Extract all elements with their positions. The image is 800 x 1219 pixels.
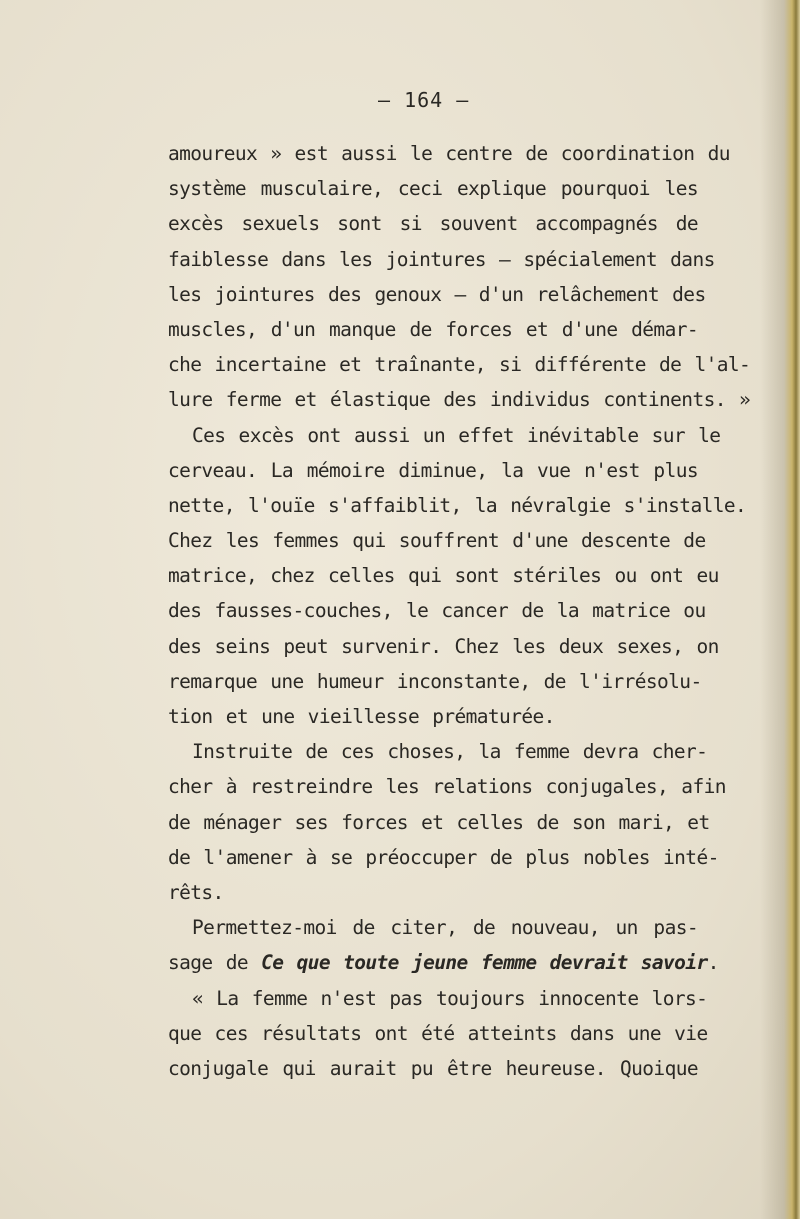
page-number: — 164 — [378,88,470,112]
text-line: sage de Ce que toute jeune femme devrait savoir. [168,951,719,975]
text-line: cher à restreindre les relations conjugales, afin [168,775,726,799]
text-line: remarque une humeur inconstante, de l'irrésolu- [168,669,702,693]
page-binding-edge [760,0,800,1219]
text-line: de ménager ses forces et celles de son mari, et [168,810,710,834]
text-line: Instruite de ces choses, la femme devra cher- [192,740,708,764]
text-line: amoureux » est aussi le centre de coordination du [168,142,730,165]
text-line: tion et une vieillesse prématurée. [168,705,555,728]
text-line: lure ferme et élastique des individus continents. » [168,388,751,412]
text-line: des seins peut survenir. Chez les deux sexes, on [168,634,719,658]
text-line: muscles, d'un manque de forces et d'une démar- [168,317,698,341]
body-text [168,136,751,1086]
text-line: les jointures des genoux — d'un relâchement des [168,282,706,306]
text-line: nette, l'ouïe s'affaiblit, la névralgie s'installe. [168,493,747,517]
text-line: rêts. [168,880,224,904]
text-line: cerveau. La mémoire diminue, la vue n'est plus [168,458,698,482]
text-line: de l'amener à se préoccuper de plus nobles inté- [168,845,719,869]
text-line: Chez les femmes qui souffrent d'une descente de [168,529,706,553]
text-line: Ces excès ont aussi un effet inévitable sur le [192,423,721,447]
text-line: faiblesse dans les jointures — spécialement dans [168,247,715,271]
text-line: que ces résultats ont été atteints dans une vie [168,1021,708,1045]
text-line: che incertaine et traînante, si différente de l'al- [168,353,751,377]
text-line: excès sexuels sont si souvent accompagnés de [168,212,698,236]
text-line: « La femme n'est pas toujours innocente lors- [192,986,708,1010]
text-line: conjugale qui aurait pu être heureuse. Quoique [168,1056,698,1080]
text-line: matrice, chez celles qui sont stériles ou ont eu [168,564,719,588]
text-line: système musculaire, ceci explique pourquoi les [168,177,698,201]
text-line: Permettez-moi de citer, de nouveau, un pas- [192,916,698,940]
text-line: des fausses-couches, le cancer de la matrice ou [168,599,706,623]
